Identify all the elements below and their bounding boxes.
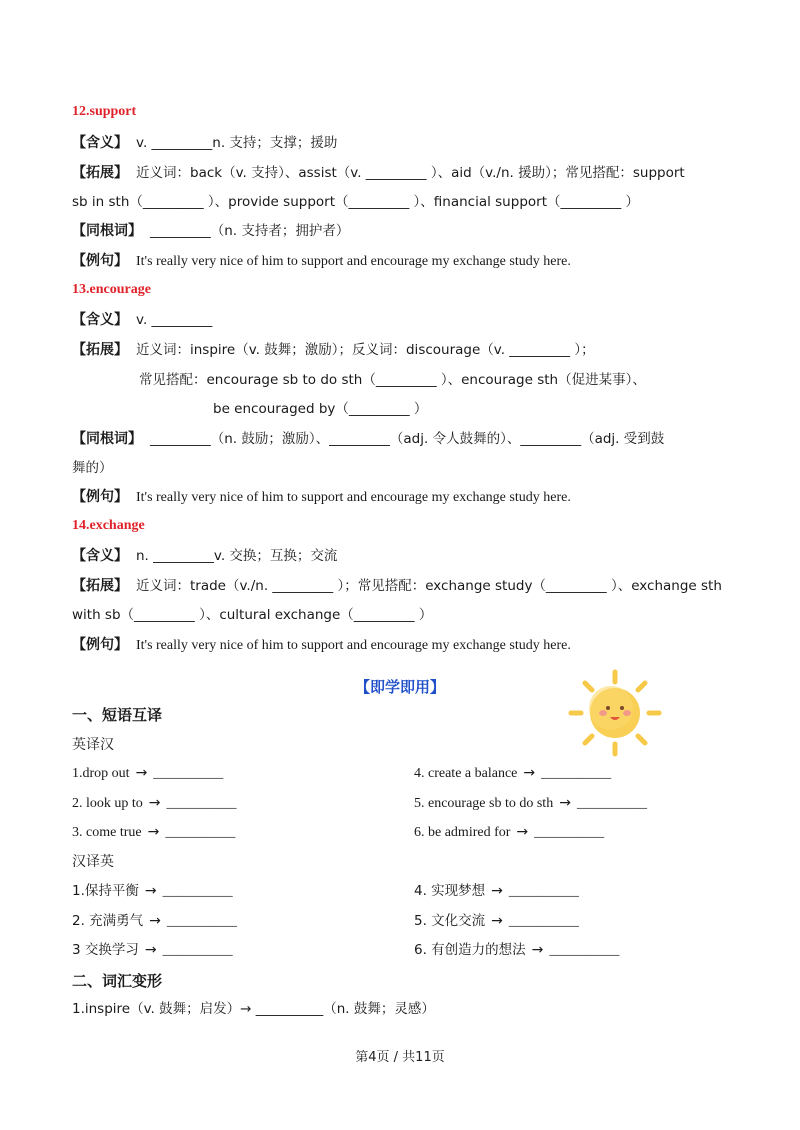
arrow-icon: → [135, 765, 148, 781]
root-text: _________（n. 鼓励；激励）、_________（adj. 令人鼓舞的）、_________（adj. 受到鼓 [150, 431, 665, 447]
example-text: It's really very nice of him to support and encourage my exchange study here. [136, 638, 571, 653]
example-label: 【例句】 [72, 253, 128, 269]
phrase-item [72, 822, 235, 843]
expand-continuation: be encouraged by（_________ ） [213, 401, 428, 417]
answer-blank: __________ [541, 766, 612, 781]
expand-row [72, 340, 728, 360]
arrow-icon: → [523, 765, 536, 781]
arrow-icon: → [516, 824, 529, 840]
meaning-row [72, 546, 728, 566]
phrase-item [414, 793, 647, 814]
arrow-icon: → [144, 942, 157, 958]
arrow-icon: → [147, 824, 160, 840]
phrase-text: 3. come true [72, 825, 142, 840]
phrase-item [414, 881, 579, 902]
meaning-label: 【含义】 [72, 548, 128, 564]
phrase-item [72, 881, 233, 902]
answer-blank: __________ [576, 796, 647, 811]
meaning-text: v. _________n. 支持；支撑；援助 [136, 135, 338, 151]
phrase-item [72, 793, 237, 814]
entry-title: 12.support [72, 104, 137, 119]
phrase-text: 1.保持平衡 [72, 883, 139, 899]
expand-text: 近义词：back（v. 支持）、assist（v. _________ ）、aid（v./n. 援助）；常见搭配：support [136, 165, 685, 181]
expand-label: 【拓展】 [72, 165, 128, 181]
arrow-icon: → [491, 883, 503, 899]
expand-continuation: sb in sth（_________ ）、provide support（_________ ）、financial support（_________ ） [72, 194, 640, 210]
practice-title: 【即学即用】 [354, 678, 445, 696]
expand-continuation: with sb（_________ ）、cultural exchange（_________ ） [72, 607, 433, 623]
phrase-item [72, 763, 223, 784]
phrase-text: 4. 实现梦想 [414, 883, 486, 899]
phrase-text: 5. 文化交流 [414, 913, 486, 929]
expand-text: 近义词：inspire（v. 鼓舞；激励）；反义词：discourage（v. _________ ）； [136, 342, 595, 358]
meaning-label: 【含义】 [72, 312, 128, 328]
phrase-item [72, 940, 233, 961]
root-row [72, 429, 728, 449]
page-footer: 第4页 / 共11页 [355, 1050, 445, 1065]
expand-row [72, 576, 728, 596]
expand-text: 近义词：trade（v./n. _________ ）；常见搭配：exchange study（_________ ）、exchange sth [136, 578, 722, 594]
meaning-text: n. _________v. 交换；互换；交流 [136, 548, 338, 564]
answer-blank: __________ [162, 884, 233, 899]
root-row [72, 221, 728, 241]
example-label: 【例句】 [72, 489, 128, 505]
arrow-icon: → [149, 913, 161, 929]
answer-blank: __________ [166, 914, 237, 929]
answer-blank: __________ [549, 943, 620, 958]
en-to-cn-label: 英译汉 [72, 737, 114, 753]
phrase-text: 2. look up to [72, 796, 143, 811]
root-continuation: 舞的） [72, 460, 113, 476]
phrase-item [72, 911, 237, 932]
example-row [72, 487, 728, 508]
example-row [72, 635, 728, 656]
phrase-text: 6. 有创造力的想法 [414, 942, 526, 958]
example-row [72, 251, 728, 272]
entry-title: 14.exchange [72, 518, 145, 533]
answer-blank: __________ [165, 825, 236, 840]
phrase-item [414, 911, 579, 932]
example-text: It's really very nice of him to support and encourage my exchange study here. [136, 490, 571, 505]
answer-blank: __________ [162, 943, 233, 958]
phrase-text: 6. be admired for [414, 825, 511, 840]
root-label: 【同根词】 [72, 431, 142, 447]
entry-title: 13.encourage [72, 282, 151, 297]
part1-heading: 一、短语互译 [72, 706, 163, 724]
answer-blank: __________ [534, 825, 605, 840]
answer-blank: __________ [508, 914, 579, 929]
meaning-row [72, 310, 728, 330]
phrase-item [414, 940, 619, 961]
answer-blank: __________ [166, 796, 237, 811]
sun-icon [565, 668, 665, 758]
arrow-icon: → [148, 795, 161, 811]
expand-row [72, 163, 728, 183]
phrase-item [414, 822, 604, 843]
expand-label: 【拓展】 [72, 578, 128, 594]
answer-blank: __________ [153, 766, 224, 781]
phrase-text: 5. encourage sb to do sth [414, 796, 554, 811]
meaning-label: 【含义】 [72, 135, 128, 151]
phrase-text: 2. 充满勇气 [72, 913, 144, 929]
part2-heading: 二、词汇变形 [72, 972, 163, 990]
meaning-row [72, 133, 728, 153]
vocab-item: 1.inspire（v. 鼓舞；启发）→ __________（n. 鼓舞；灵感） [72, 1001, 435, 1017]
expand-continuation: 常见搭配：encourage sb to do sth（_________ ）、encourage sth（促进某事）、 [139, 372, 646, 388]
arrow-icon: → [491, 913, 503, 929]
root-text: _________（n. 支持者；拥护者） [150, 223, 350, 239]
phrase-item [414, 763, 611, 784]
meaning-text: v. _________ [136, 312, 213, 328]
expand-label: 【拓展】 [72, 342, 128, 358]
arrow-icon: → [531, 942, 544, 958]
answer-blank: __________ [508, 884, 579, 899]
phrase-text: 4. create a balance [414, 766, 518, 781]
cn-to-en-label: 汉译英 [72, 854, 114, 870]
example-text: It's really very nice of him to support and encourage my exchange study here. [136, 254, 571, 269]
phrase-text: 3 交换学习 [72, 942, 139, 958]
root-label: 【同根词】 [72, 223, 142, 239]
phrase-text: 1.drop out [72, 766, 130, 781]
arrow-icon: → [559, 795, 571, 811]
example-label: 【例句】 [72, 637, 128, 653]
arrow-icon: → [144, 883, 157, 899]
